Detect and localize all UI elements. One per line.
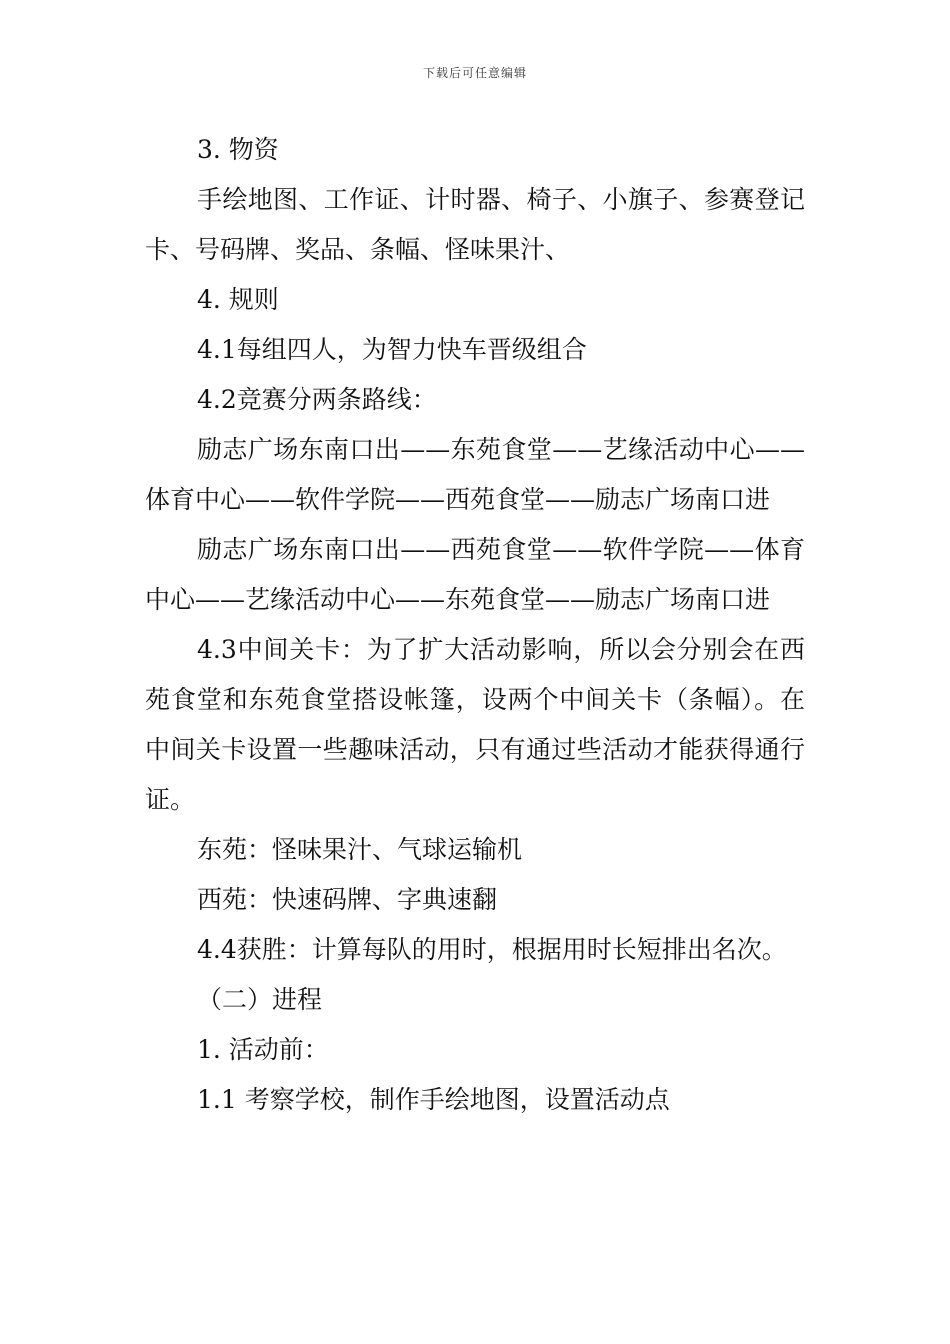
section-heading-materials: 3. 物资 [197, 135, 279, 164]
document-body [145, 125, 805, 1125]
section-heading-process: （二）进程 [197, 985, 323, 1014]
page-header-note: 下载后可任意编辑 [422, 66, 527, 80]
process-before-activity: 1. 活动前： [197, 1035, 329, 1064]
route-two: 励志广场东南口出——西苑食堂——软件学院——体育中心——艺缘活动中心——东苑食堂——励志广场南口进 [145, 535, 805, 614]
rule-4-3: 4.3中间关卡：为了扩大活动影响，所以会分别会在西苑食堂和东苑食堂搭设帐篷，设两个中间关卡（条幅）。在中间关卡设置一些趣味活动，只有通过些活动才能获得通行证。 [145, 635, 805, 814]
east-activities: 东苑：怪味果汁、气球运输机 [197, 835, 523, 864]
west-activities: 西苑：快速码牌、字典速翻 [197, 885, 498, 914]
rule-4-4: 4.4获胜：计算每队的用时，根据用时长短排出名次。 [197, 935, 787, 964]
rule-4-1: 4.1每组四人，为智力快车晋级组合 [197, 335, 587, 364]
process-1-1: 1.1 考察学校，制作手绘地图，设置活动点 [197, 1085, 670, 1114]
materials-list: 手绘地图、工作证、计时器、椅子、小旗子、参赛登记卡、号码牌、奖品、条幅、怪味果汁、 [145, 185, 805, 264]
section-heading-rules: 4. 规则 [197, 285, 279, 314]
rule-4-2: 4.2竞赛分两条路线： [197, 385, 437, 414]
route-one: 励志广场东南口出——东苑食堂——艺缘活动中心——体育中心——软件学院——西苑食堂——励志广场南口进 [145, 435, 805, 514]
